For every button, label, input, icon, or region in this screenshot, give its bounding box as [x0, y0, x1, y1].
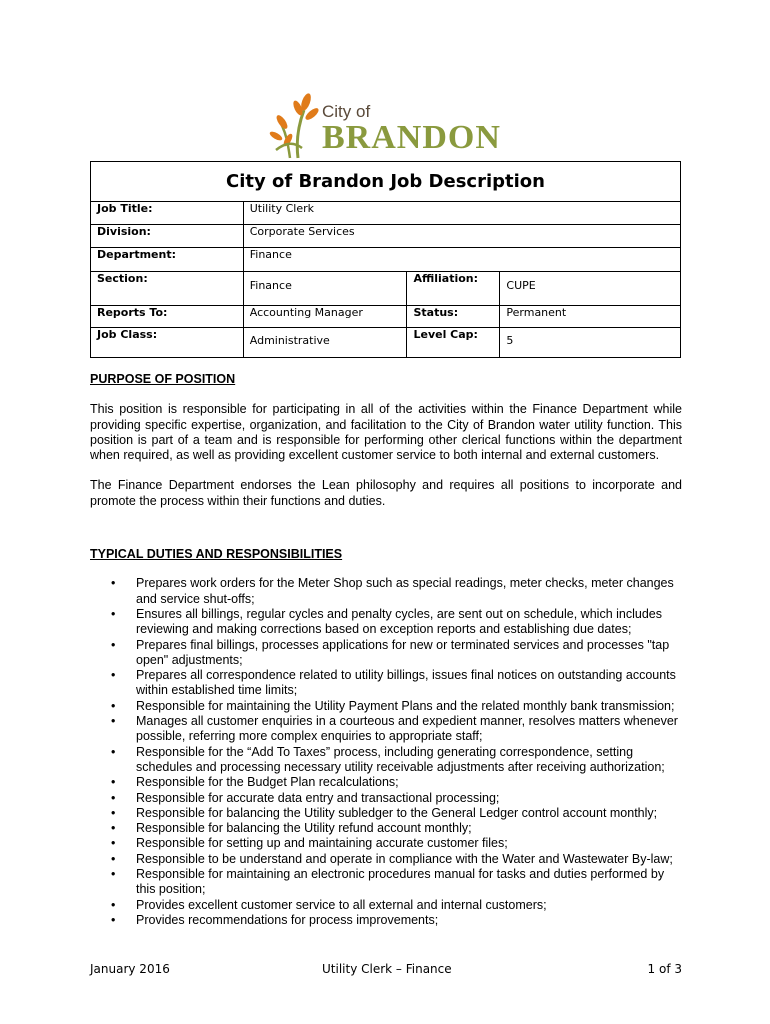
duty-item: • Manages all customer enquiries in a courteous and expedient manner, resolves matters whenever possible, referring more complex enquiries to appropriate staff; [136, 714, 682, 745]
duty-item: • Responsible to be understand and operate in compliance with the Water and Wastewater By-law; [136, 852, 682, 867]
duty-item: • Responsible for balancing the Utility subledger to the General Ledger control account monthly; [136, 806, 682, 821]
reports-to-label: Reports To: [91, 306, 244, 328]
duty-item: • Responsible for balancing the Utility refund account monthly; [136, 821, 682, 836]
duty-item: • Prepares final billings, processes applications for new or terminated services and processes "tap open" adjustments; [136, 638, 682, 669]
document-body [90, 372, 682, 928]
logo-city-of-text: City of [322, 102, 371, 121]
purpose-paragraph-1: This position is responsible for participating in all of the activities within the Finance Department while providing specific expertise, organization, and facilitation to the City of Brandon water utility function. This position is part of a team and is responsible for performing other clerical functions within the department when required, as well as providing excellent customer service to both internal and external customers. [90, 402, 682, 463]
job-class-value: Administrative [243, 328, 407, 358]
job-title-value: Utility Clerk [243, 202, 680, 225]
duty-item: • Responsible for accurate data entry and transactional processing; [136, 791, 682, 806]
duty-item: • Ensures all billings, regular cycles and penalty cycles, are sent out on schedule, which includes reviewing and making corrections based on exception reports and establishing due dates; [136, 607, 682, 638]
job-title-label: Job Title: [91, 202, 244, 225]
department-label: Department: [91, 248, 244, 272]
section-label: Section: [91, 272, 244, 306]
level-cap-value: 5 [500, 328, 681, 358]
affiliation-value: CUPE [500, 272, 681, 306]
division-label: Division: [91, 225, 244, 248]
city-logo-plant-icon [268, 92, 324, 162]
city-logo [268, 92, 504, 162]
job-class-label: Job Class: [91, 328, 244, 358]
duties-heading: TYPICAL DUTIES AND RESPONSIBILITIES [90, 547, 343, 562]
duty-item: • Provides excellent customer service to all external and internal customers; [136, 898, 682, 913]
affiliation-label: Affiliation: [407, 272, 500, 306]
division-value: Corporate Services [243, 225, 680, 248]
duty-item: • Responsible for maintaining the Utility Payment Plans and the related monthly bank transmission; [136, 699, 682, 714]
page-footer [90, 962, 682, 978]
status-value: Permanent [500, 306, 681, 328]
logo-brandon-wordmark: BRANDON [322, 119, 501, 156]
footer-date: January 2016 [90, 962, 170, 976]
duty-item: • Prepares all correspondence related to utility billings, issues final notices on outstanding accounts within established time limits; [136, 668, 682, 699]
duty-item: • Prepares work orders for the Meter Shop such as special readings, meter checks, meter changes and service shut-offs; [136, 576, 682, 607]
section-value: Finance [243, 272, 407, 306]
footer-page-number: 1 of 3 [647, 962, 682, 976]
duty-item: • Responsible for maintaining an electronic procedures manual for tasks and duties performed by this position; [136, 867, 682, 898]
job-description-table [90, 161, 681, 358]
purpose-paragraph-2: The Finance Department endorses the Lean philosophy and requires all positions to incorporate and promote the process within their functions and duties. [90, 478, 682, 508]
level-cap-label: Level Cap: [407, 328, 500, 358]
purpose-heading: PURPOSE OF POSITION [90, 372, 236, 386]
status-label: Status: [407, 306, 500, 328]
duty-item: • Responsible for setting up and maintaining accurate customer files; [136, 836, 682, 851]
footer-doc-title: Utility Clerk – Finance [322, 962, 452, 976]
duty-item: • Responsible for the Budget Plan recalculations; [136, 775, 682, 790]
reports-to-value: Accounting Manager [243, 306, 407, 328]
document-title: City of Brandon Job Description [91, 162, 681, 202]
duty-item: • Provides recommendations for process improvements; [136, 913, 682, 928]
department-value: Finance [243, 248, 680, 272]
duties-list [90, 576, 682, 928]
duty-item: • Responsible for the “Add To Taxes” process, including generating correspondence, setting schedules and processing necessary utility receivable adjustments after receiving authorization; [136, 745, 682, 776]
